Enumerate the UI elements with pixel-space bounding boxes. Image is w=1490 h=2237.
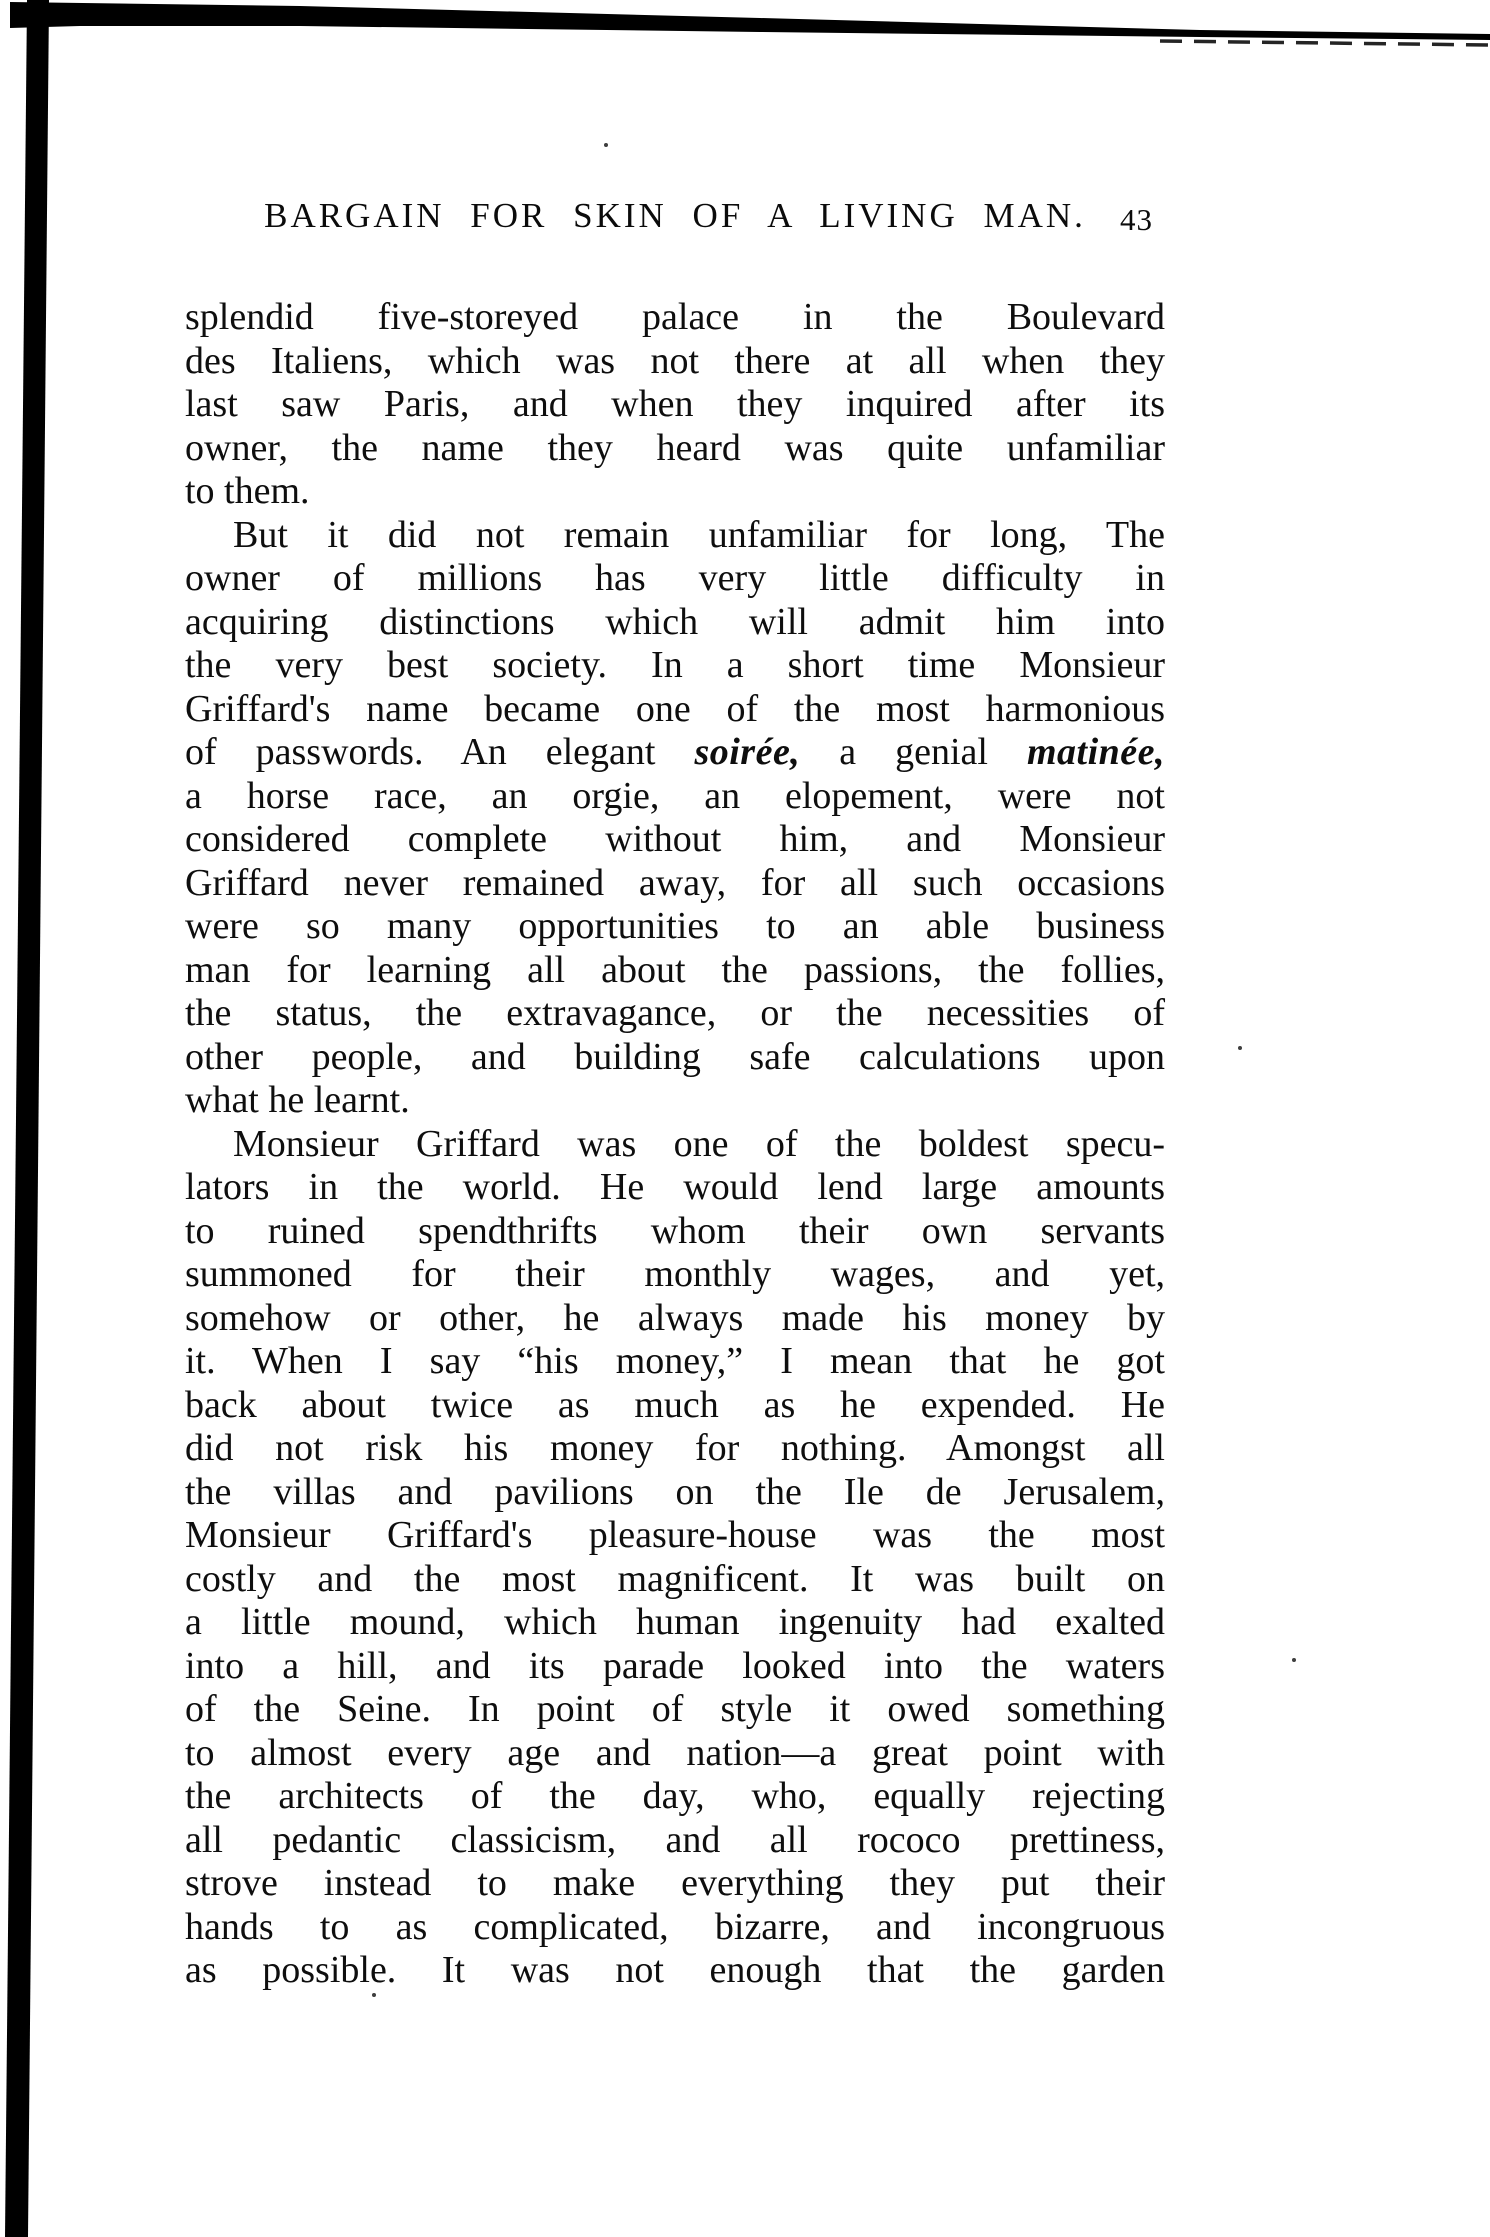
text-line: But it did not remain unfamiliar for long, The <box>233 513 1165 556</box>
scan-top-dashes-artifact <box>1160 41 1490 45</box>
text-line: man for learning all about the passions, the follies, <box>185 948 1165 991</box>
text-line: Monsieur Griffard was one of the boldest specu- <box>233 1122 1165 1165</box>
text-line: Griffard never remained away, for all such occasions <box>185 861 1165 904</box>
page-number: 43 <box>1120 202 1153 237</box>
text-line: somehow or other, he always made his money by <box>185 1296 1165 1339</box>
scan-left-bar-artifact <box>5 0 49 2237</box>
text-line: considered complete without him, and Monsieur <box>185 818 1165 860</box>
text-line: the architects of the day, who, equally rejecting <box>185 1775 1165 1817</box>
text-line: what he learnt. <box>185 1079 410 1121</box>
paragraph <box>185 514 1165 1123</box>
text-line: acquiring distinctions which will admit him into <box>185 600 1165 643</box>
text-line: to almost every age and nation—a great point with <box>185 1731 1165 1774</box>
text-line: of the Seine. In point of style it owed something <box>185 1688 1165 1730</box>
text-line: a little mound, which human ingenuity had exalted <box>185 1601 1165 1643</box>
scan-speck-artifact <box>1238 1046 1242 1050</box>
text-line: to ruined spendthrifts whom their own servants <box>185 1209 1165 1252</box>
text-line: lators in the world. He would lend large amounts <box>185 1166 1165 1208</box>
text-line: back about twice as much as he expended. He <box>185 1383 1165 1426</box>
scan-speck-artifact <box>372 1993 376 1997</box>
text-line: were so many opportunities to an able business <box>185 905 1165 947</box>
text-line: all pedantic classicism, and all rococo prettiness, <box>185 1818 1165 1861</box>
text-line: Griffard's name became one of the most harmonious <box>185 687 1165 730</box>
text-line: splendid five-storeyed palace in the Boulevard <box>185 296 1165 338</box>
text-line: des Italiens, which was not there at all when they <box>185 339 1165 382</box>
text-line: did not risk his money for nothing. Amongst all <box>185 1427 1165 1469</box>
text-line: owner of millions has very little difficulty in <box>185 557 1165 599</box>
body-text <box>185 296 1165 1993</box>
text-line: a horse race, an orgie, an elopement, were not <box>185 774 1165 817</box>
text-line: the villas and pavilions on the Ile de Jerusalem, <box>185 1470 1165 1513</box>
running-title: BARGAIN FOR SKIN OF A LIVING MAN. <box>264 196 1086 235</box>
text-line: other people, and building safe calculations upon <box>185 1035 1165 1078</box>
text-line: into a hill, and its parade looked into the waters <box>185 1644 1165 1687</box>
text-line: to them. <box>185 470 310 512</box>
scan-top-bar-artifact <box>10 2 1490 40</box>
text-line: as possible. It was not enough that the garden <box>185 1949 1165 1991</box>
text-line: owner, the name they heard was quite unfamiliar <box>185 426 1165 469</box>
text-line: it. When I say “his money,” I mean that he got <box>185 1340 1165 1382</box>
text-line: the status, the extravagance, or the necessities of <box>185 992 1165 1034</box>
text-line: summoned for their monthly wages, and yet, <box>185 1253 1165 1295</box>
text-line: the very best society. In a short time Monsieur <box>185 644 1165 686</box>
scan-speck-artifact <box>1292 1658 1296 1662</box>
paragraph <box>185 296 1165 514</box>
text-line: hands to as complicated, bizarre, and incongruous <box>185 1905 1165 1948</box>
text-line: costly and the most magnificent. It was built on <box>185 1557 1165 1600</box>
text-line: Monsieur Griffard's pleasure-house was the most <box>185 1514 1165 1556</box>
page-header <box>185 196 1165 248</box>
text-line: strove instead to make everything they put their <box>185 1862 1165 1904</box>
text-line: of passwords. An elegant soirée, a genial matinée, <box>185 731 1165 773</box>
text-line: last saw Paris, and when they inquired after its <box>185 383 1165 425</box>
scan-speck-artifact <box>604 143 608 147</box>
paragraph <box>185 1123 1165 1993</box>
